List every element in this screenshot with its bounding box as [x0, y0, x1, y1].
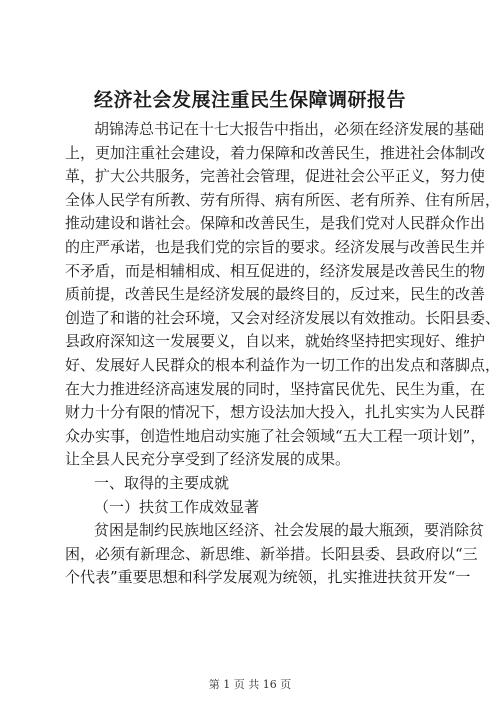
document-title: 经济社会发展注重民生保障调研报告 — [93, 89, 406, 111]
subsection-heading: （一）扶贫工作成效显著 — [94, 497, 260, 516]
body-line: 让全县人民充分享受到了经济发展的成果。 — [65, 450, 351, 469]
body-line: 财力十分有限的情况下，想方设法加大投入，扎扎实实为人民群 — [65, 403, 486, 422]
body-line: 不矛盾，而是相辅相成、相互促进的，经济发展是改善民生的物 — [65, 261, 486, 280]
body-line: 县政府深知这一发展要义，自以来，就始终坚持把实现好、维护 — [65, 332, 486, 351]
section-heading: 一、取得的主要成就 — [94, 473, 230, 492]
body-line: 困，必须有新理念、新思维、新举措。长阳县委、县政府以“三 — [65, 544, 478, 563]
page-number-footer: 第 1 页 共 16 页 — [208, 678, 292, 691]
body-line: 胡锦涛总书记在十七大报告中指出，必须在经济发展的基础 — [94, 120, 485, 138]
body-line: 众办实事，创造性地启动实施了社会领域“五大工程一项计划”， — [65, 426, 486, 445]
body-line: 上，更加注重社会建设，着力保障和改善民生，推进社会体制改 — [65, 143, 486, 162]
body-line: 的庄严承诺，也是我们党的宗旨的要求。经济发展与改善民生并 — [65, 237, 486, 256]
body-line: 贫困是制约民族地区经济、社会发展的最大瓶颈，要消除贫 — [94, 521, 485, 540]
body-line: 好、发展好人民群众的根本利益作为一切工作的出发点和落脚点， — [65, 355, 500, 374]
body-line: 全体人民学有所教、劳有所得、病有所医、老有所养、住有所居， — [65, 190, 500, 209]
body-line: 革，扩大公共服务，完善社会管理，促进社会公平正义，努力使 — [65, 167, 486, 186]
body-line: 在大力推进经济高速发展的同时，坚持富民优先、民生为重，在 — [65, 379, 486, 398]
document-body — [65, 118, 500, 590]
body-line: 创造了和谐的社会环境，又会对经济发展以有效推动。长阳县委、 — [65, 308, 500, 327]
body-line: 质前提，改善民生是经济发展的最终目的，反过来，民生的改善 — [65, 285, 486, 304]
body-line: 推动建设和谐社会。保障和改善民生，是我们党对人民群众作出 — [65, 214, 486, 233]
body-line: 个代表”重要思想和科学发展观为统领，扎实推进扶贫开发“一 — [65, 568, 471, 587]
